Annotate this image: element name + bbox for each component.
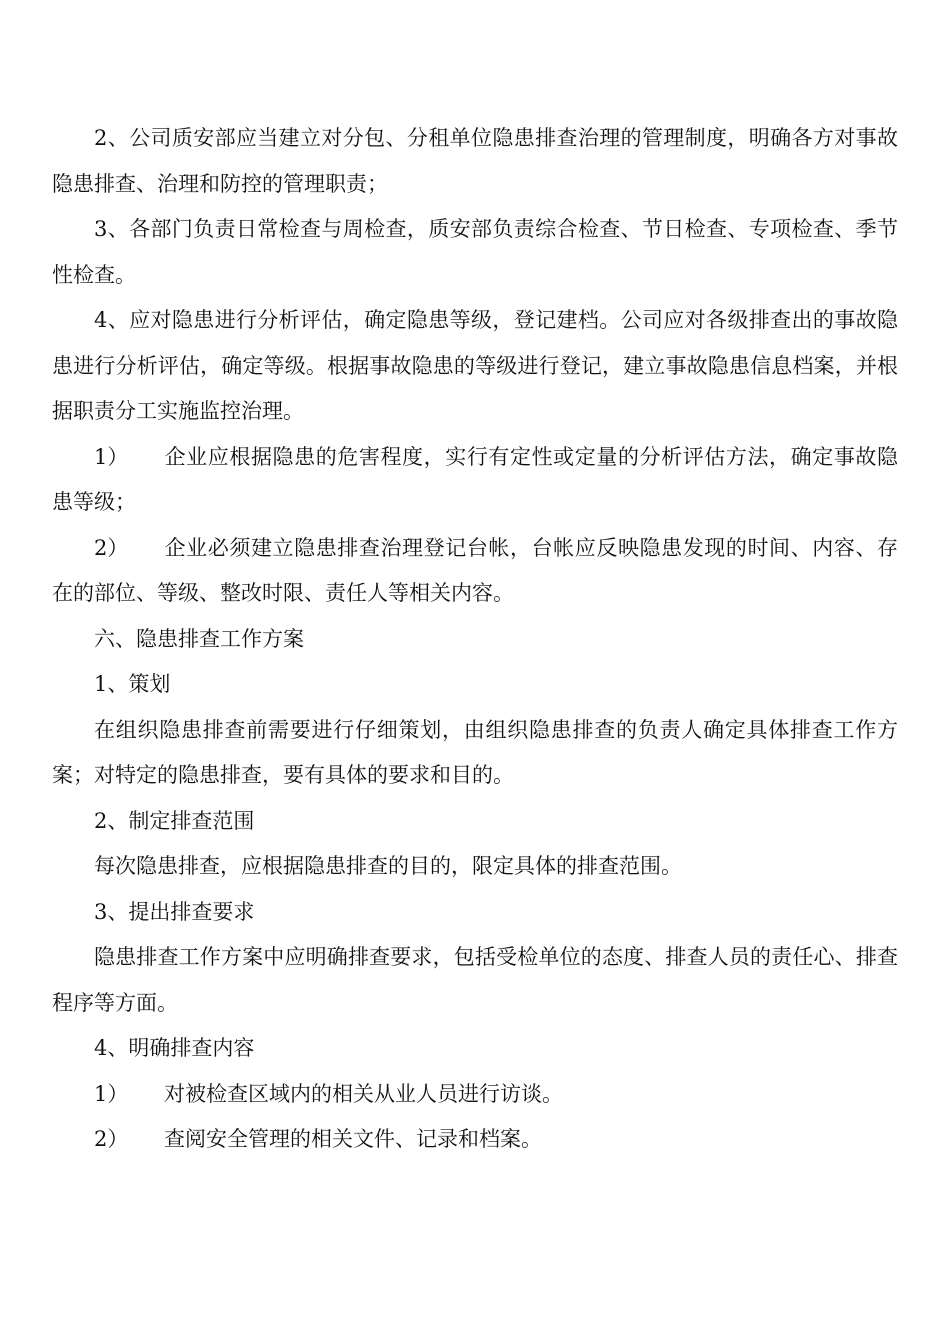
subsection-heading: 4、明确排查内容 (94, 1036, 255, 1060)
list-item-number: 2） (94, 1127, 129, 1151)
paragraph: 3、各部门负责日常检查与周检查，质安部负责综合检查、节日检查、专项检查、季节性检查。 (52, 217, 898, 287)
list-item-number: 1） (94, 1081, 129, 1106)
list-item (52, 1072, 898, 1118)
subsection-heading: 1、策划 (94, 672, 171, 696)
list-item-text: 对被检查区域内的相关从业人员进行访谈。 (164, 1081, 563, 1106)
paragraph: 4、应对隐患进行分析评估，确定隐患等级，登记建档。公司应对各级排查出的事故隐患进行分析评估，确定等级。根据事故隐患的等级进行登记，建立事故隐患信息档案，并根据职责分工实施监控治理。 (52, 308, 898, 423)
paragraph: 每次隐患排查，应根据隐患排查的目的，限定具体的排查范围。 (94, 854, 682, 878)
paragraph: 在组织隐患排查前需要进行仔细策划，由组织隐患排查的负责人确定具体排查工作方案；对特定的隐患排查，要有具体的要求和目的。 (52, 717, 898, 787)
list-item-text: 企业应根据隐患的危害程度，实行有定性或定量的分析评估方法，确定事故隐患等级； (52, 444, 898, 514)
document-page (52, 116, 898, 1163)
paragraph: 隐患排查工作方案中应明确排查要求，包括受检单位的态度、排查人员的责任心、排查程序等方面。 (52, 945, 898, 1015)
list-item (52, 435, 898, 526)
subsection-heading: 2、制定排查范围 (94, 808, 255, 833)
subsection-heading: 3、提出排查要求 (94, 899, 255, 924)
list-item-number: 2） (94, 535, 129, 560)
list-item-text: 企业必须建立隐患排查治理登记台帐，台帐应反映隐患发现的时间、内容、存在的部位、等级、整改时限、责任人等相关内容。 (52, 535, 898, 605)
list-item-text: 查阅安全管理的相关文件、记录和档案。 (164, 1127, 542, 1151)
paragraph: 2、公司质安部应当建立对分包、分租单位隐患排查治理的管理制度，明确各方对事故隐患排查、治理和防控的管理职责； (52, 126, 898, 196)
section-heading: 六、隐患排查工作方案 (94, 626, 304, 651)
list-item-number: 1） (94, 444, 129, 469)
list-item (52, 526, 898, 617)
list-item (52, 1117, 898, 1163)
